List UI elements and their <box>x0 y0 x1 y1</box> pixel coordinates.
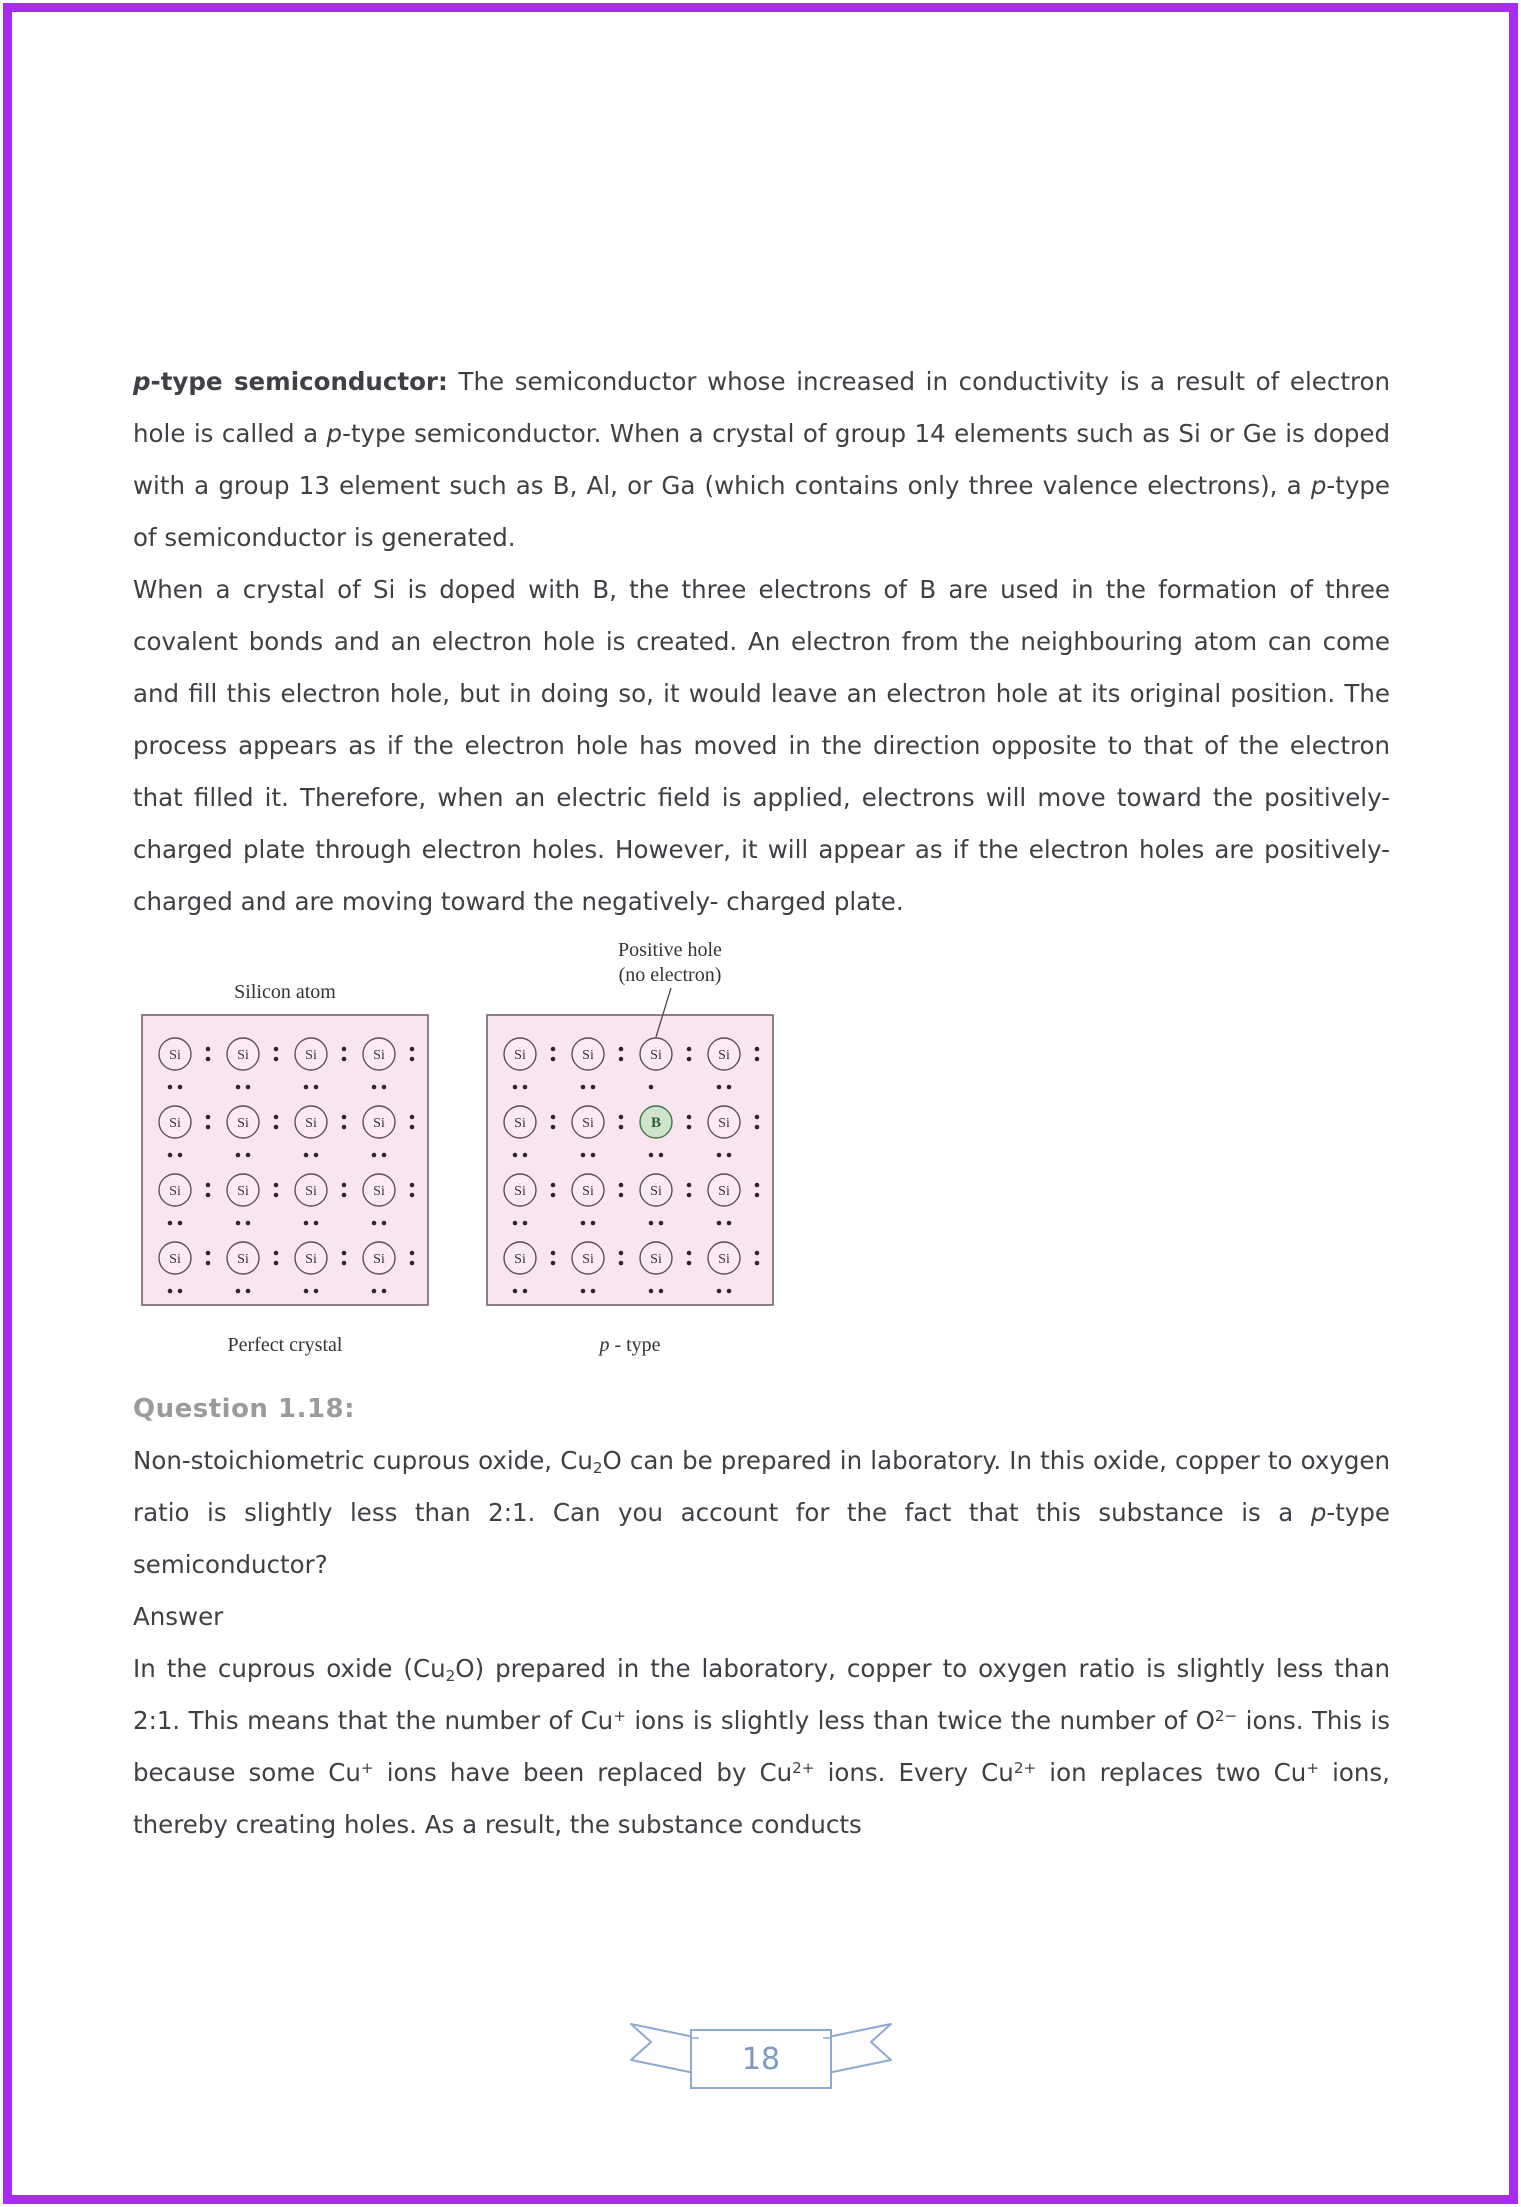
svg-text:Si: Si <box>237 1184 249 1199</box>
paragraph-p-type-intro: p-type semiconductor: The semiconductor whose increased in conductivity is a result of electron hole is called a p-type semiconductor. When a crystal of group 14 elements such as Si or Ge is doped with a group 13 element such as B, Al, or Ga (which contains only three valence electrons), a p-type of semiconductor is generated. <box>133 367 1391 552</box>
svg-text:Si: Si <box>650 1184 662 1199</box>
svg-text:Si: Si <box>718 1184 730 1199</box>
svg-text:Si: Si <box>237 1252 249 1267</box>
figure-label-line-1: Positive hole <box>618 939 722 961</box>
svg-text:Si: Si <box>305 1116 317 1131</box>
svg-text:Si: Si <box>718 1048 730 1063</box>
svg-text:Si: Si <box>582 1252 594 1267</box>
answer-label: Answer <box>133 1602 224 1631</box>
svg-text:Si: Si <box>514 1252 526 1267</box>
page-number-ribbon <box>621 2016 901 2096</box>
svg-text:Si: Si <box>373 1252 385 1267</box>
perfect-crystal-diagram <box>141 1014 429 1306</box>
svg-text:Si: Si <box>582 1184 594 1199</box>
question-heading: Question 1.18: <box>133 1394 356 1424</box>
figure-label-silicon-atom: Silicon atom <box>234 981 336 1003</box>
svg-text:Si: Si <box>514 1184 526 1199</box>
paragraph-p-type-explanation: When a crystal of Si is doped with B, the three electrons of B are used in the formation of three covalent bonds and an electron hole is created. An electron from the neighbouring atom can come and fill this electron hole, but in doing so, it would leave an electron hole at its original position. The process appears as if the electron hole has moved in the direction opposite to that of the electron that filled it. Therefore, when an electric field is applied, electrons will move toward the positively-charged plate through electron holes. However, it will appear as if the electron holes are positively-charged and are moving toward the negatively- charged plate. <box>133 575 1390 916</box>
svg-text:Si: Si <box>582 1048 594 1063</box>
svg-text:Si: Si <box>514 1116 526 1131</box>
ribbon-right-tail <box>823 2024 891 2074</box>
svg-text:Si: Si <box>373 1048 385 1063</box>
figure-caption-perfect-crystal: Perfect crystal <box>227 1334 343 1356</box>
perfect-crystal-label-area <box>141 938 429 1014</box>
svg-text:B: B <box>650 1115 662 1131</box>
p-type-label-area <box>486 938 774 1014</box>
svg-text:Si: Si <box>305 1252 317 1267</box>
svg-text:Si: Si <box>305 1048 317 1063</box>
question-text: Non-stoichiometric cuprous oxide, Cu2O can be prepared in laboratory. In this oxide, copper to oxygen ratio is slightly less than 2:1. Can you account for the fact that this substance is a p-type semiconductor? <box>133 1446 1390 1579</box>
positive-hole-pointer-line <box>644 984 684 1040</box>
svg-text:Si: Si <box>650 1252 662 1267</box>
figure-label-line-2: (no electron) <box>618 964 722 986</box>
page-content <box>133 356 1390 1851</box>
figure-label-positive-hole <box>526 938 814 988</box>
svg-text:Si: Si <box>169 1048 181 1063</box>
svg-text:Si: Si <box>169 1252 181 1267</box>
p-type-crystal-diagram <box>486 1014 774 1306</box>
p-type-panel <box>486 938 774 1357</box>
ribbon-left-tail <box>631 2024 699 2074</box>
figure-caption-p-type: p - type <box>599 1334 661 1356</box>
answer-text: In the cuprous oxide (Cu2O) prepared in the laboratory, copper to oxygen ratio is slightly less than 2:1. This means that the number of Cu+ ions is slightly less than twice the number of $O^{2-}$ ions. This is because some Cu+ ions have been replaced by $Cu^{2+}$ ions. Every $Cu^{2+}$ ion replaces two Cu+ ions, thereby creating holes. As a result, the substance conducts <box>133 1654 1391 1839</box>
svg-text:Si: Si <box>373 1116 385 1131</box>
svg-text:Si: Si <box>373 1184 385 1199</box>
svg-text:Si: Si <box>169 1184 181 1199</box>
svg-text:Si: Si <box>718 1116 730 1131</box>
svg-text:Si: Si <box>514 1048 526 1063</box>
perfect-crystal-panel <box>141 938 429 1357</box>
svg-text:Si: Si <box>650 1048 662 1063</box>
svg-text:Si: Si <box>237 1116 249 1131</box>
svg-text:Si: Si <box>237 1048 249 1063</box>
crystal-figure <box>141 938 1390 1357</box>
svg-text:Si: Si <box>305 1184 317 1199</box>
svg-text:Si: Si <box>582 1116 594 1131</box>
page-number: 18 <box>741 2042 780 2077</box>
svg-text:Si: Si <box>169 1116 181 1131</box>
svg-text:Si: Si <box>718 1252 730 1267</box>
